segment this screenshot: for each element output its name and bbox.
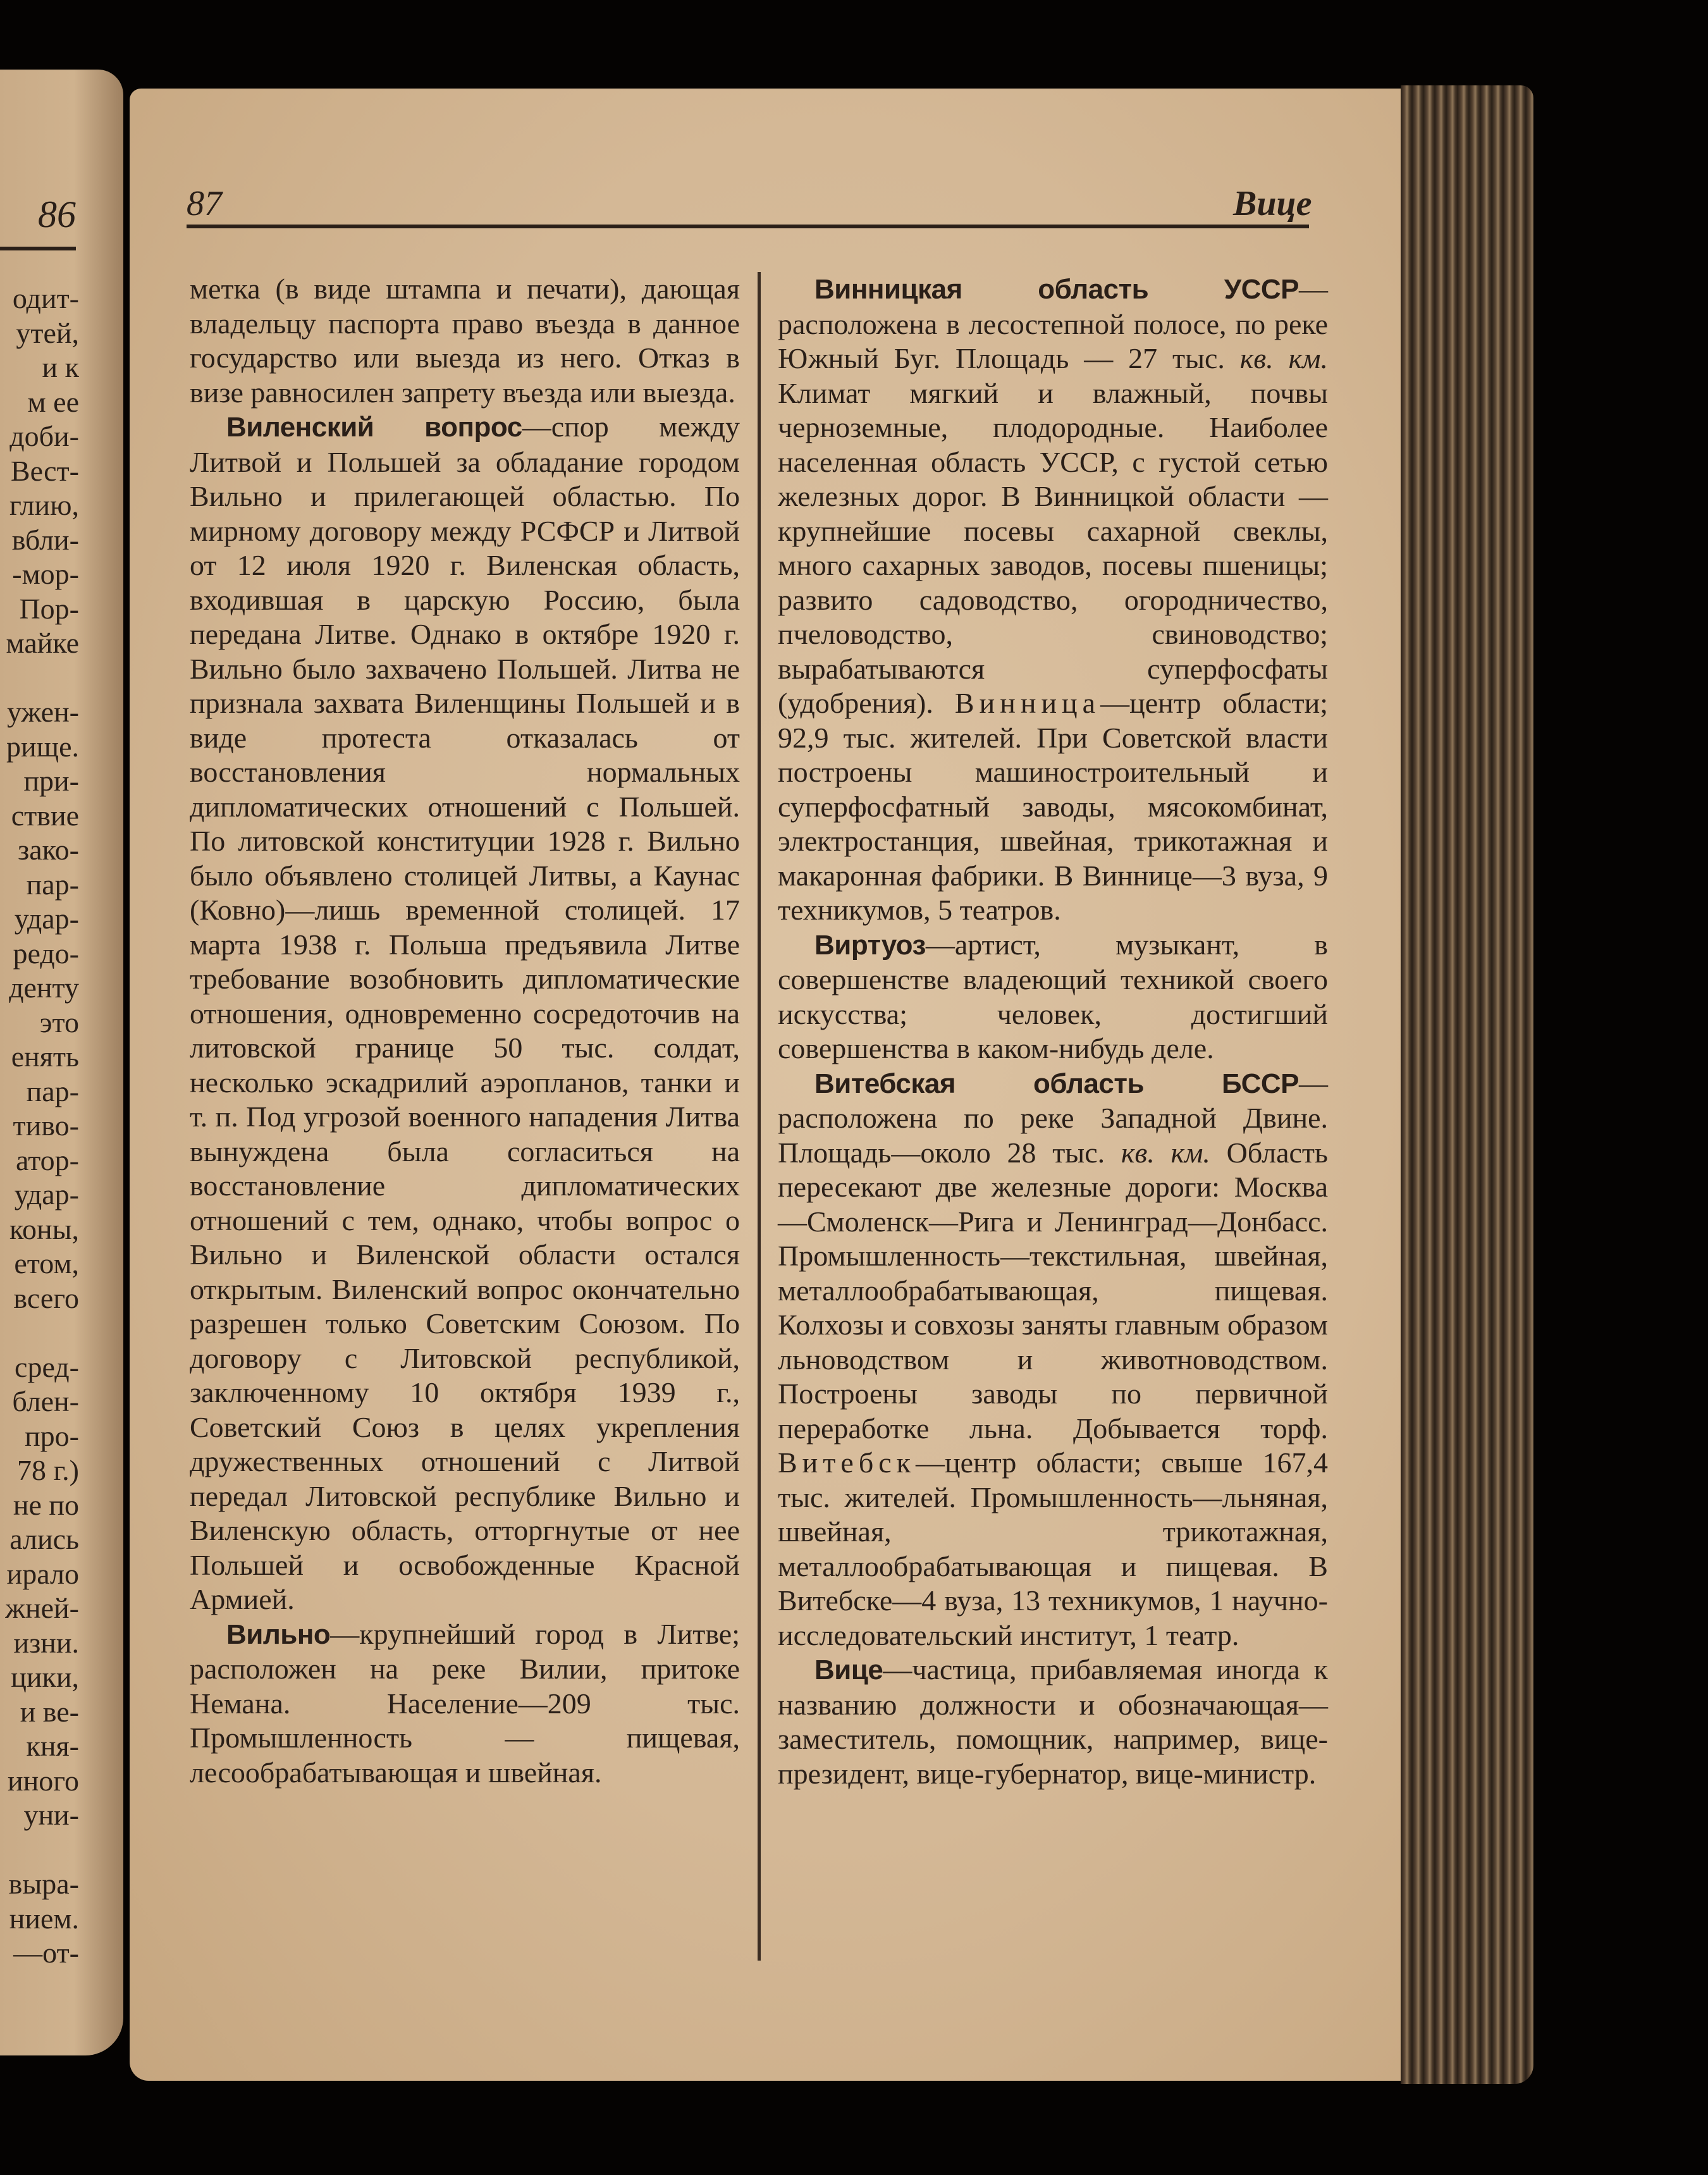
entry-headword: Виленский вопрос xyxy=(226,412,522,443)
entry-virtuoz xyxy=(778,928,1328,1066)
entry-text: —спор между Литвой и Польшей за обладание городом Вильно и прилегающей областью. По мирному договору между РСФСР и Литвой от 12 июля 1920 г. Виленская область, входившая в царскую Россию, была передана Литве. Однако в октябре 1920 г. Вильно было захвачено Польшей. Литва не признала захвата Виленщины Польшей и в виде протеста отказалась от восстановления нормальных дипломатических отношений с Польшей. По литовской конституции 1928 г. Вильно было объявлено столицей Литвы, а Каунас (Ковно)—лишь временной столицей. 17 марта 1938 г. Польша предъявила Литве требование возобновить дипломатические отношения, одновременно сосредоточив на литовской границе 50 тыс. солдат, несколько эскадрилий аэропланов, танки и т. п. Под угрозой военного нападения Литва вынуждена была согласиться на восстановление дипломатических отношений с тем, однако, чтобы вопрос о Вильно и Виленской области остался открытым. Виленский вопрос окончательно разрешен только Советским Союзом. По договору с Литовской республикой, заключенному 10 октября 1939 г., Советский Союз в целях укрепления дружественных отношений с Литвой передал Литовской республике Вильно и Виленскую область, отторгнутые от нее Польшей и освобожденные Красной Армией. xyxy=(190,410,740,1615)
unit-label: кв. км. xyxy=(1239,342,1328,374)
left-page-number: 86 xyxy=(38,194,76,235)
entry-text: —крупнейший город в Литве; расположен на реке Вилии, притоке Немана. Население—209 тыс. Промышленность — пищевая, лесообрабатывающая и швейная. xyxy=(190,1617,740,1789)
left-page-text-fragment: при- xyxy=(23,765,79,797)
left-page-text-fragment: уни- xyxy=(23,1799,79,1831)
left-page-text-fragment: денту xyxy=(9,971,79,1004)
left-page-text-fragment: атор- xyxy=(15,1143,79,1176)
left-page-text-fragment: и к xyxy=(42,351,79,383)
left-page-text-fragment: рище. xyxy=(6,730,79,763)
unit-label: кв. км. xyxy=(1121,1136,1210,1169)
city-name: Винница xyxy=(954,687,1101,719)
entry-headword: Виртуоз xyxy=(814,929,926,961)
left-page-text-fragment: ирало xyxy=(6,1557,79,1590)
entry-continuation: метка (в виде штампа и печати), дающая владельцу паспорта право въезда в данное государство или выезда из него. Отказ в визе равносилен запрету въезда или выезда. xyxy=(190,273,740,409)
left-page-text-fragment: про- xyxy=(25,1419,79,1452)
left-page-text-fragment: 78 г.) xyxy=(17,1454,79,1486)
left-page-text-fragment: утей, xyxy=(16,316,79,349)
left-page-text-fragment: етом, xyxy=(14,1247,79,1279)
city-name: Витебск xyxy=(778,1446,916,1479)
left-page-text-fragment: блен- xyxy=(12,1385,79,1417)
left-page-text-fragment: цики, xyxy=(11,1661,79,1693)
entry-text: Область пересекают две железные дороги: Москва—Смоленск—Рига и Ленинград—Донбасс. Промышленность—текстильная, швейная, металлообрабатывающая, пищевая. Колхозы и совхозы заняты главным образом льноводством и животноводством. Построены заводы по первичной переработке льна. Добывается торф. xyxy=(778,1136,1328,1445)
left-column xyxy=(190,272,740,1790)
left-page-text-fragment: и ве- xyxy=(20,1695,79,1728)
left-page-text-fragment: м ее xyxy=(27,385,79,418)
left-page-text-fragment: -мор- xyxy=(12,558,79,590)
left-page-text-fragment: —от- xyxy=(13,1937,79,1969)
left-page-text-fragment: глию, xyxy=(9,489,79,521)
left-page-text-fragment: доби- xyxy=(9,420,79,452)
left-page-text-fragment: майке xyxy=(6,627,79,659)
left-page-text-fragment: это xyxy=(39,1006,79,1038)
entry-vitse xyxy=(778,1653,1328,1791)
left-page-text-fragment: пар- xyxy=(26,868,79,901)
entry-text: —артист, музыкант, в совершенстве владеющий техникой своего искусства; человек, достигший совершенства в каком-нибудь деле. xyxy=(778,928,1328,1064)
entry-text: —центр области; 92,9 тыс. жителей. При Советской власти построены машиностроительный и суперфосфатный заводы, мясокомбинат, электростанция, швейная, трикотажная и макаронная фабрики. В Виннице—3 вуза, 9 техникумов, 5 театров. xyxy=(778,687,1328,926)
left-page-text-fragment: сред- xyxy=(15,1350,79,1383)
right-column xyxy=(778,272,1328,1791)
left-page-text-fragment: пар- xyxy=(26,1075,79,1107)
left-page-text-fragment: ствие xyxy=(11,799,79,832)
left-page-text-fragment: зако- xyxy=(18,834,79,866)
left-page-text-fragment: жней- xyxy=(5,1592,79,1624)
running-head: Вице xyxy=(1233,184,1312,223)
left-page-text-fragment: одит- xyxy=(12,282,79,314)
entry-headword: Вице xyxy=(814,1654,883,1685)
left-page-text-fragment: ались xyxy=(9,1523,79,1555)
left-page-text-fragment: Вест- xyxy=(10,454,79,487)
page-number: 87 xyxy=(187,184,222,223)
header-rule xyxy=(187,225,1309,228)
entry-headword: Витебская область БССР xyxy=(814,1068,1299,1099)
left-page-text-fragment: тиво- xyxy=(13,1109,79,1142)
entry-vilno xyxy=(190,1617,740,1790)
left-page-text-fragment: енять xyxy=(11,1040,79,1073)
left-page-text-fragment: редо- xyxy=(13,937,79,970)
entry-headword: Винницкая область УССР xyxy=(814,274,1299,305)
left-page-text-fragment: удар- xyxy=(14,903,79,935)
left-page-text-fragment: выра- xyxy=(8,1868,79,1900)
entry-text: Климат мягкий и влажный, почвы черноземные, плодородные. Наиболее населенная область УССР, с густой сетью железных дорог. В Винницкой области — крупнейшие посевы сахарной свеклы, много сахарных заводов, посевы пшеницы; развито садоводство, огородничество, пчеловодство, свиноводство; вырабатываются суперфосфаты (удобрения). xyxy=(778,376,1328,719)
left-page-text-fragment: ужен- xyxy=(7,696,79,728)
entry-vitebskaya-oblast xyxy=(778,1066,1328,1653)
left-page-text-fragment: всего xyxy=(13,1281,79,1314)
left-page-text-fragment: не по xyxy=(13,1488,79,1521)
entry-text: —частица, прибавляемая иногда к названию должности и обозначающая—заместитель, помощник, например, вице-президент, вице-губернатор, вице-министр. xyxy=(778,1653,1328,1790)
left-page-text-fragment: кня- xyxy=(26,1730,79,1762)
left-page-text-fragment: изни. xyxy=(13,1626,79,1659)
left-page-text-fragment: вбли- xyxy=(11,523,79,556)
entry-text: —расположена в лесостепной полосе, по реке Южный Буг. Площадь — 27 тыс. xyxy=(778,273,1328,374)
left-page-text-fragment: Пор- xyxy=(19,592,79,625)
left-page-text-fragment: удар- xyxy=(14,1178,79,1211)
left-page-text-fragment: иного xyxy=(8,1764,79,1797)
left-page-text-fragment: нием. xyxy=(9,1902,79,1935)
entry-headword: Вильно xyxy=(226,1618,331,1650)
entry-vilensky-vopros xyxy=(190,410,740,1617)
entry-vinnitskaya-oblast xyxy=(778,272,1328,928)
left-page-fragment xyxy=(0,70,123,2055)
left-header-rule xyxy=(0,247,76,250)
left-page-text-fragment: коны, xyxy=(9,1212,79,1245)
entry-text: —центр области; свыше 167,4 тыс. жителей. Промышленность—льняная, швейная, трикотажная, металлообрабатывающая и пищевая. В Витебске—4 вуза, 13 техникумов, 1 научно-исследовательский институт, 1 театр. xyxy=(778,1446,1328,1651)
entry-text: —расположена по реке Западной Двине. Площадь—около 28 тыс. xyxy=(778,1066,1328,1169)
column-divider xyxy=(758,272,761,1961)
page-edges xyxy=(1401,85,1533,2084)
